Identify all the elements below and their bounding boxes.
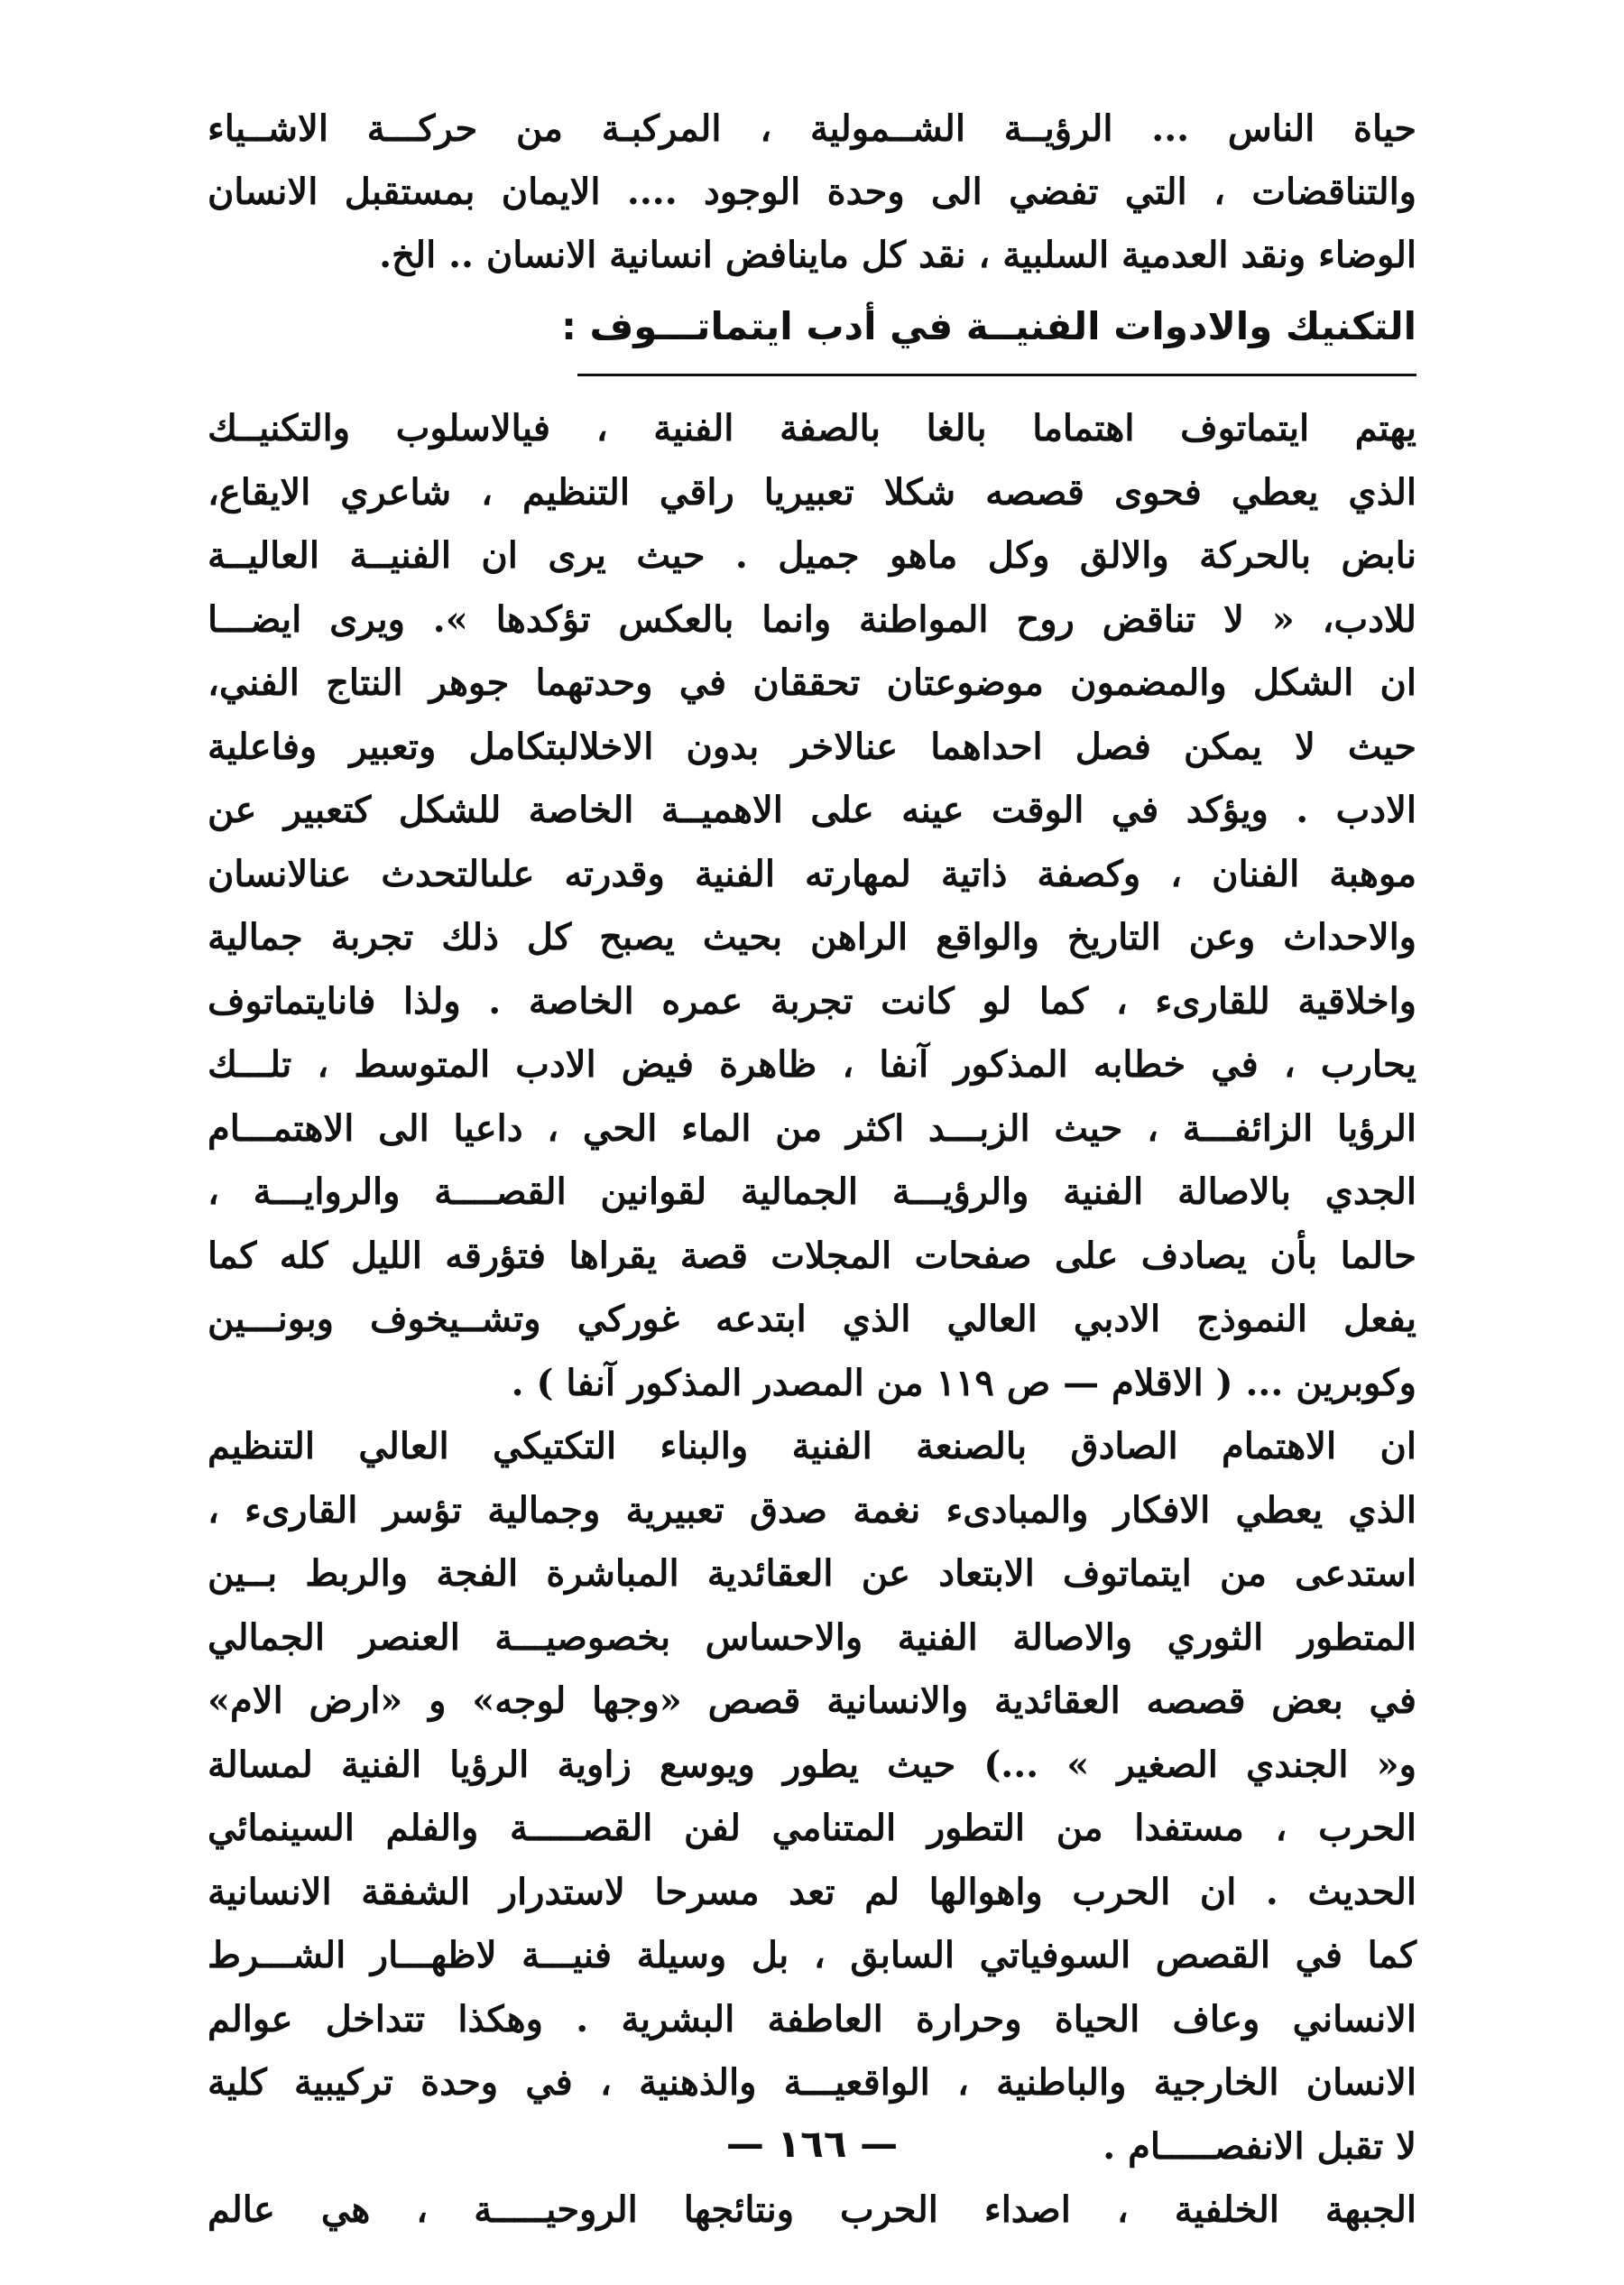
top-paragraph — [208, 97, 1416, 287]
text-line: استدعى من ايتماتوف الابتعاد عن العقائدية المباشرة الفجة والربط بــين — [208, 1552, 1416, 1595]
text-line: الانسان الخارجية والباطنية ، الواقعيـــة والذهنية ، في وحدة تركيبية كلية — [208, 2061, 1416, 2104]
text-line: الرؤيا الزائفـــة ، حيث الزبـــد اكثر من الماء الحي ، داعيا الى الاهتمـــام — [208, 1106, 1416, 1150]
text-line: الانساني وعاف الحياة وحرارة العاطفة البشرية . وهكذا تتداخل عوالم — [208, 1997, 1416, 2040]
text-line: الحرب ، مستفدا من التطور المتنامي لفن القصـــــة والفلم السينمائي — [208, 1807, 1416, 1849]
page-number: — ١٦٦ — — [725, 2122, 899, 2166]
text-line: ان الاهتمام الصادق بالصنعة الفنية والبناء التكتيكي العالي التنظيم — [208, 1425, 1416, 1467]
body-text — [208, 397, 1416, 2243]
text-line: يهتم ايتماتوف اهتماما بالغا بالصفة الفنية ، فيالاسلوب والتكنيــك — [208, 407, 1416, 449]
text-line: لا تقبل الانفصـــــام . — [1103, 2124, 1416, 2168]
text-line: الوضاء ونقد العدمية السلبية ، نقد كل ماينافض انسانية الانسان .. الخ. — [379, 234, 1416, 276]
text-line: الجبهة الخلفية ، اصداء الحرب ونتائجها الروحيـــــة ، هي عالم — [208, 2188, 1416, 2231]
text-line: في بعض قصصه العقائدية والانسانية قصص «وجها لوجه» و «ارض الام» — [208, 1679, 1416, 1722]
text-line: موهبة الفنان ، وكصفة ذاتية لمهارته الفنية وقدرته علىالتحدث عنالانسان — [208, 852, 1416, 895]
text-line: الذي يعطي فحوى قصصه شكلا تعبيريا راقي التنظيم ، شاعري الايقاع، — [208, 470, 1416, 513]
text-line: يفعل النموذج الادبي العالي الذي ابتدعه غوركي وتشــيخوف وبونـــين — [208, 1298, 1416, 1340]
text-line: واخلاقية للقارىء ، كما لو كانت تجربة عمره الخاصة . ولذا فانايتماتوف — [208, 979, 1417, 1022]
text-line: الجدي بالاصالة الفنية والرؤيـــة الجمالية لقوانين القصــــة والروايـــة ، — [208, 1170, 1416, 1213]
text-line: حالما بأن يصادف على صفحات المجلات قصة يقراها فتؤرقه الليل كله كما — [208, 1234, 1416, 1277]
text-line: والتناقضات ، التي تفضي الى وحدة الوجود .... الايمان بمستقبل الانسان — [208, 171, 1416, 213]
text-line: حيث لا يمكن فصل احداهما عنالاخر بدون الاخلالبتكامل وتعبير وفاعلية — [208, 725, 1416, 768]
text-line: وكوبرين ... ( الاقلام — ص ١١٩ من المصدر المذكور آنفا ) . — [511, 1361, 1416, 1404]
text-line: يحارب ، في خطابه المذكور آنفا ، ظاهرة فيض الادب المتوسط ، تلـــك — [208, 1043, 1416, 1086]
text-line: المتطور الثوري والاصالة الفنية والاحساس بخصوصيـــة العنصر الجمالي — [208, 1615, 1416, 1659]
text-line: الحديث . ان الحرب واهوالها لم تعد مسرحا لاستدرار الشفقة الانسانية — [208, 1870, 1416, 1913]
text-line: و« الجندي الصغير » ...) حيث يطور ويوسع زاوية الرؤيا الفنية لمسالة — [208, 1743, 1416, 1786]
text-line: للادب، « لا تناقض روح المواطنة وانما بالعكس تؤكدها ». ويرى ايضـــا — [208, 597, 1416, 641]
section-heading: التكنيك والادوات الفنيــة في أدب ايتماتـــوف : — [561, 304, 1416, 348]
heading-underline — [577, 374, 1416, 376]
text-line: الادب . ويؤكد في الوقت عينه على الاهميــة الخاصة للشكل كتعبير عن — [208, 789, 1416, 831]
text-line: والاحداث وعن التاريخ والواقع الراهن بحيث يصبح كل ذلك تجربة جمالية — [208, 916, 1416, 958]
text-line: الذي يعطي الافكار والمبادىء نغمة صدق تعبيرية وجمالية تؤسر القارىء ، — [208, 1488, 1416, 1531]
text-line: كما في القصص السوفياتي السابق ، بل وسيلة فنيـــة لاظهـــار الشـــرط — [208, 1934, 1416, 1976]
text-line: حياة الناس ... الرؤيــة الشــمولية ، المركبـة من حركـــة الاشــياء — [208, 107, 1416, 150]
text-line: ان الشكل والمضمون موضوعتان تحققان في وحدتهما جوهر النتاج الفني، — [208, 661, 1416, 704]
text-line: نابض بالحركة والالق وكل ماهو جميل . حيث يرى ان الفنيــة العاليــة — [208, 534, 1416, 577]
